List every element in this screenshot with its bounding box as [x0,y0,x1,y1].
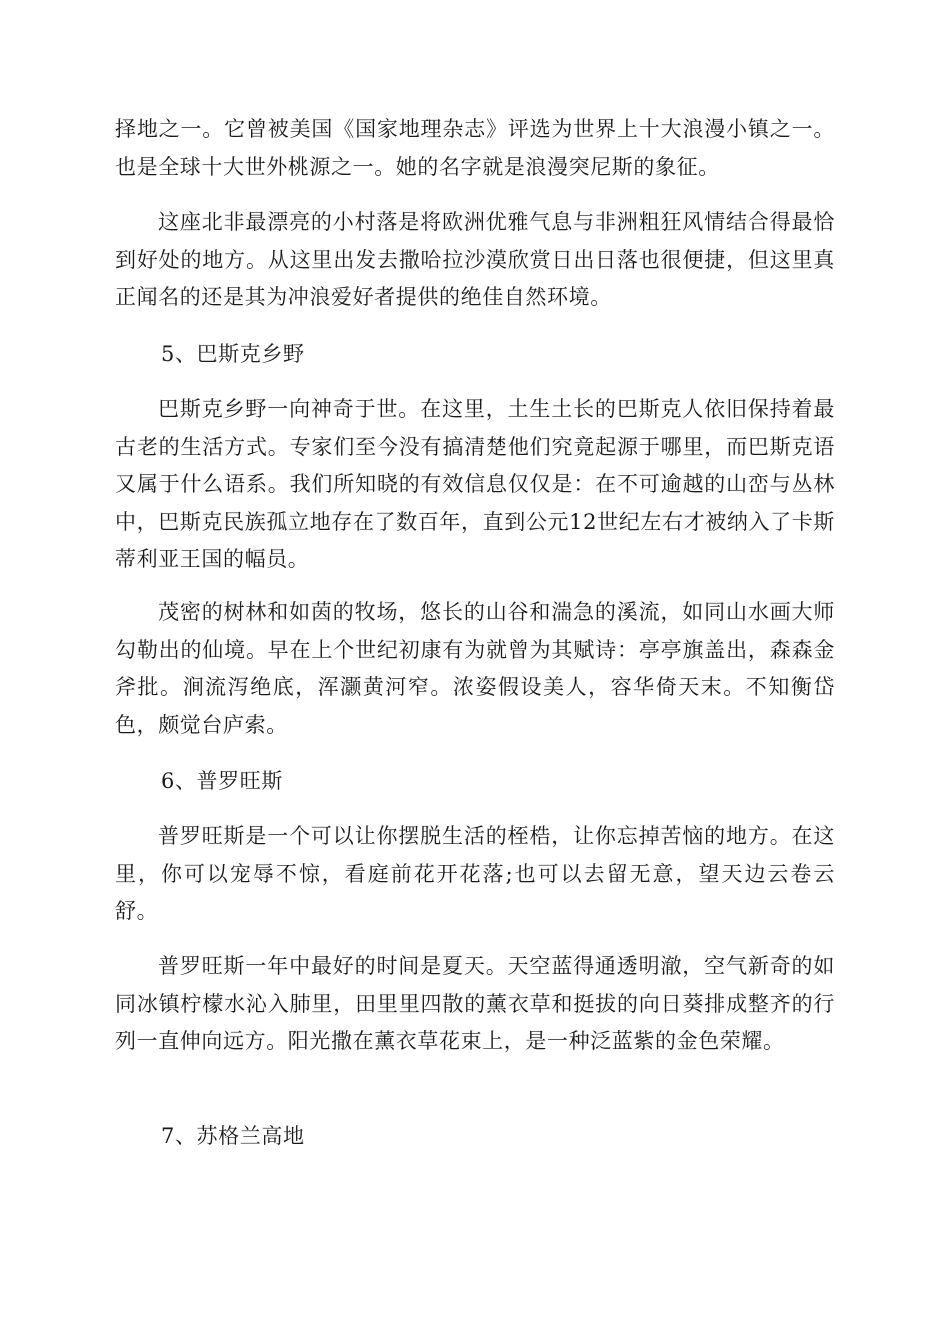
heading-scottish-highlands: 7、苏格兰高地 [161,1124,305,1148]
paragraph-provence-summer: 普罗旺斯一年中最好的时间是夏天。天空蓝得通透明澈，空气新奇的如同冰镇柠檬水沁入肺里，田里里四散的薰衣草和挺拔的向日葵排成整齐的行列一直伸向远方。阳光撒在薰衣草花束上，是一种泛蓝紫的金色荣耀。 [115,954,835,1054]
paragraph-basque-people: 巴斯克乡野一向神奇于世。在这里，土生土长的巴斯克人依旧保持着最古老的生活方式。专家们至今没有搞清楚他们究竟起源于哪里，而巴斯克语又属于什么语系。我们所知晓的有效信息仅仅是：在不可逾越的山峦与丛林中，巴斯克民族孤立地存在了数百年，直到公元12世纪左右才被纳入了卡斯蒂利亚王国的幅员。 [115,397,835,572]
paragraph-tunisia-intro: 择地之一。它曾被美国《国家地理杂志》评选为世界上十大浪漫小镇之一。也是全球十大世外桃源之一。她的名字就是浪漫突尼斯的象征。 [115,117,835,179]
paragraph-provence-intro: 普罗旺斯是一个可以让你摆脱生活的桎梏，让你忘掉苦恼的地方。在这里，你可以宠辱不惊，看庭前花开花落;也可以去留无意，望天边云卷云舒。 [115,824,835,924]
paragraph-basque-landscape: 茂密的树林和如茵的牧场，悠长的山谷和湍急的溪流，如同山水画大师勾勒出的仙境。早在上个世纪初康有为就曾为其赋诗：亭亭旗盖出，森森金斧批。涧流泻绝底，浑灏黄河窄。浓姿假设美人，容华倚天末。不知衡岱色，颇觉台庐索。 [115,600,835,737]
paragraph-tunisia-village: 这座北非最漂亮的小村落是将欧洲优雅气息与非洲粗狂风情结合得最恰到好处的地方。从这里出发去撒哈拉沙漠欣赏日出日落也很便捷，但这里真正闻名的还是其为冲浪爱好者提供的绝佳自然环境。 [115,210,835,310]
heading-provence: 6、普罗旺斯 [161,769,283,793]
heading-basque: 5、巴斯克乡野 [161,342,305,366]
